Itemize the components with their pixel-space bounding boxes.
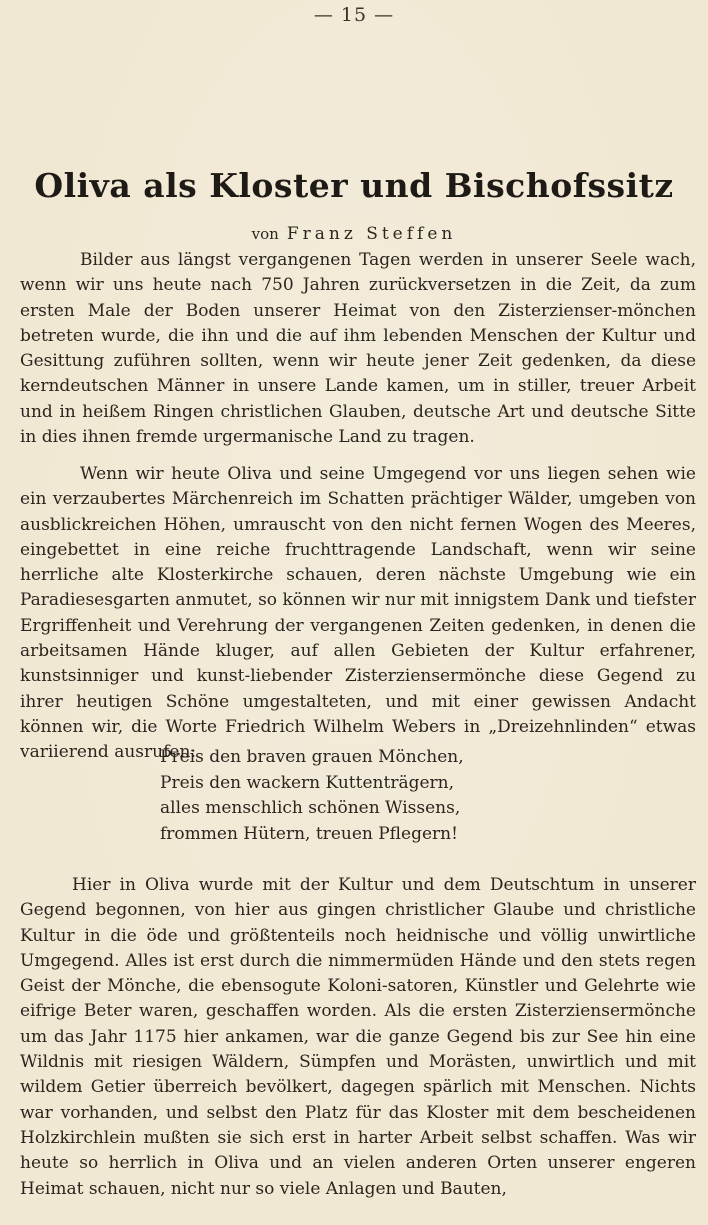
byline-prefix: von [251, 225, 279, 243]
author-name: Franz Steffen [286, 224, 457, 244]
page-number: — 15 — [313, 4, 395, 26]
paragraph-1: Bilder aus längst vergangenen Tagen werden in unserer Seele wach, wenn wir uns heute nach 750 Jahren zurückversetzen in die Zeit, da zum ersten Male der Boden unserer Heimat von den Zisterzienser-mönchen betreten wurde, die ihn und die auf ihm lebenden Menschen der Kultur und Gesittung zuführen sollten, wenn wir heute jener Zeit gedenken, da diese kerndeutschen Männer in unsere Lande kamen, um in stiller, treuer Arbeit und in heißem Ringen christlichen Glauben, deutsche Art und deutsche Sitte in dies ihnen fremde urgermanische Land zu tragen. [20, 250, 696, 448]
byline [0, 224, 708, 244]
verse-quote [160, 745, 680, 847]
verse-line-4: frommen Hütern, treuen Pflegern! [160, 823, 458, 844]
verse-line-3: alles menschlich schönen Wissens, [160, 798, 461, 818]
article-title: Oliva als Kloster und Bischofssitz [34, 166, 674, 205]
paragraph-3: Hier in Oliva wurde mit der Kultur und dem Deutschtum in unserer Gegend begonnen, von hier aus gingen christlicher Glaube und christliche Kultur in die öde und größtenteils noch heidnische und völlig unwirtliche Umgegend. Alles ist erst durch die nimmermüden Hände und den stets regen Geist der Mönche, die ebensogute Koloni-satoren, Künstler und Gelehrte wie eifrige Beter waren, geschaffen worden. Als die ersten Zisterziensermönche um das Jahr 1175 hier ankamen, war die ganze Gegend bis zur See hin eine Wildnis mit riesigen Wäldern, Sümpfen und Morästen, unwirtlich und mit wildem Getier überreich bevölkert, dagegen spärlich mit Menschen. Nichts war vorhanden, und selbst den Platz für das Kloster mit dem bescheidenen Holzkirchlein mußten sie sich erst in harter Arbeit selbst schaffen. Was wir heute so herrlich in Oliva und an vielen anderen Orten unserer engeren Heimat schauen, nicht nur so viele Anlagen und Bauten, [20, 875, 696, 1199]
verse-line-2: Preis den wackern Kuttenträgern, [160, 772, 454, 793]
paragraph-2: Wenn wir heute Oliva und seine Umgegend vor uns liegen sehen wie ein verzaubertes Märchenreich im Schatten prächtiger Wälder, umgeben von ausblickreichen Höhen, umrauscht von den nicht fernen Wogen des Meeres, eingebettet in eine reiche fruchttragende Landschaft, wenn wir seine herrliche alte Klosterkirche schauen, deren nächste Umgebung wie ein Paradiesesgarten anmutet, so können wir nur mit innigstem Dank und tiefster Ergriffenheit und Verehrung der vergangenen Zeiten gedenken, in denen die arbeitsamen Hände kluger, auf allen Gebieten der Kultur erfahrener, kunstsinniger und kunst-liebender Zisterziensermönche diese Gegend zu ihrer heutigen Schöne umgestalteten, und mit einer gewissen Andacht können wir, die Worte Friedrich Wilhelm Webers in „Dreizehnlinden“ etwas variierend ausrufen: [20, 464, 696, 763]
verse-line-1: Preis den braven grauen Mönchen, [160, 747, 464, 767]
